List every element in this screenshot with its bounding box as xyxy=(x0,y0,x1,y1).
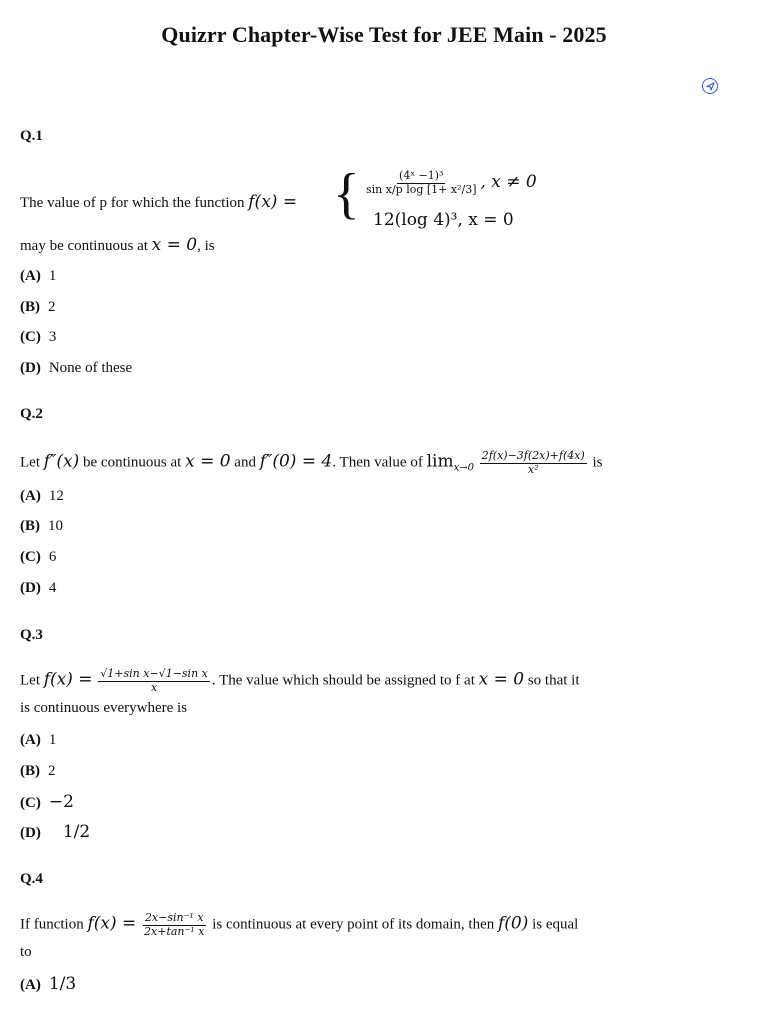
q1-case-1 xyxy=(362,170,537,196)
q4-t3: is equal xyxy=(528,916,579,933)
q3-denominator: x xyxy=(150,680,158,694)
q3-option-d[interactable] xyxy=(20,822,90,842)
q2-t2: be continuous at xyxy=(79,454,186,471)
question-1-label: Q.1 xyxy=(20,128,43,144)
option-key: (B) xyxy=(20,763,40,779)
q2-option-b[interactable] xyxy=(20,518,63,535)
option-key: (C) xyxy=(20,329,41,345)
q2-lim: lim xyxy=(426,451,454,472)
share-icon[interactable] xyxy=(702,78,718,94)
option-key: (A) xyxy=(20,268,41,284)
q2-numerator: 2f(x)−3f(2x)+f(4x) xyxy=(481,449,585,462)
q4-option-a[interactable] xyxy=(20,974,76,994)
q2-m2: x = 0 xyxy=(185,451,231,472)
q3-option-c[interactable] xyxy=(20,792,74,812)
question-2-label: Q.2 xyxy=(20,406,43,422)
share-arrow-icon xyxy=(706,82,715,91)
q2-option-a[interactable] xyxy=(20,488,64,505)
option-key: (C) xyxy=(20,795,41,811)
question-3-text xyxy=(20,668,580,694)
option-value: None of these xyxy=(48,360,133,376)
q2-m1: f″(x) xyxy=(43,451,80,472)
option-value: 1/3 xyxy=(48,974,77,994)
option-value: 1 xyxy=(48,268,57,284)
q1-brace: { xyxy=(333,163,360,225)
q2-lim-sub: x→0 xyxy=(453,462,474,474)
q2-denominator: x² xyxy=(527,462,539,476)
option-value: 1 xyxy=(48,732,57,748)
option-key: (C) xyxy=(20,549,41,565)
q3-t3: so that it xyxy=(524,672,580,689)
q3-t1: Let xyxy=(20,672,44,689)
q1-case1-condition: , x ≠ 0 xyxy=(480,171,537,192)
option-key: (B) xyxy=(20,518,40,534)
option-value: 6 xyxy=(48,549,57,565)
q4-t1: If function xyxy=(20,916,88,933)
option-value: −2 xyxy=(48,792,74,812)
q1-case-2: 12(log 4)³, x = 0 xyxy=(373,210,514,230)
q2-option-d[interactable] xyxy=(20,580,56,597)
question-3-label: Q.3 xyxy=(20,627,43,643)
q2-t4: . Then value of xyxy=(332,454,427,471)
q3-t2: . The value which should be assigned to f at xyxy=(211,672,479,689)
question-1-text-continued xyxy=(20,235,215,255)
q3-m2: x = 0 xyxy=(478,669,525,690)
option-value: 4 xyxy=(48,580,57,596)
q1-option-d[interactable] xyxy=(20,360,132,377)
option-value: 2 xyxy=(48,299,56,315)
q3-numerator: √1+sin x−√1−sin x xyxy=(100,667,208,680)
question-4-label: Q.4 xyxy=(20,871,43,887)
q1-option-c[interactable] xyxy=(20,329,56,346)
question-2-text xyxy=(20,450,603,476)
q1-case1-denominator: sin x/p log [1+ x²/3] xyxy=(366,182,477,196)
question-1-text xyxy=(20,192,297,212)
option-key: (D) xyxy=(20,825,41,841)
q2-t5: is xyxy=(588,454,603,471)
option-key: (D) xyxy=(20,360,41,376)
q1-text-after: may be continuous at xyxy=(20,238,148,254)
q3-option-b[interactable] xyxy=(20,763,56,780)
question-3-text-continued: is continuous everywhere is xyxy=(20,700,188,716)
q3-option-a[interactable] xyxy=(20,732,56,749)
option-key: (D) xyxy=(20,580,41,596)
page-title: Quizrr Chapter-Wise Test for JEE Main - 2025 xyxy=(161,22,607,47)
option-value: 12 xyxy=(48,488,64,504)
q1-option-b[interactable] xyxy=(20,299,56,316)
q2-t1: Let xyxy=(20,454,44,471)
q1-function: f(x) = xyxy=(248,192,298,212)
q4-denominator: 2x+tan⁻¹ x xyxy=(144,924,205,938)
option-key: (A) xyxy=(20,977,41,993)
q1-text-end: , is xyxy=(197,238,215,254)
q1-math-x0: x = 0 xyxy=(151,235,198,255)
option-value: 10 xyxy=(48,518,63,534)
q3-m1: f(x) = xyxy=(43,669,93,690)
q2-option-c[interactable] xyxy=(20,549,56,566)
q2-t3: and xyxy=(230,454,260,471)
q1-option-a[interactable] xyxy=(20,268,56,285)
q1-case1-numerator: (4ˣ −1)³ xyxy=(399,169,444,182)
option-value: 2 xyxy=(48,763,56,779)
question-4-text-continued: to xyxy=(20,944,32,960)
option-key: (A) xyxy=(20,732,41,748)
option-value: 3 xyxy=(48,329,57,345)
q1-text-before: The value of p for which the function xyxy=(20,195,249,211)
q4-m1: f(x) = xyxy=(87,913,137,934)
option-key: (B) xyxy=(20,299,40,315)
option-value: 1/2 xyxy=(62,822,91,842)
q4-m2: f(0) xyxy=(497,913,529,934)
q4-t2: is continuous at every point of its domain, then xyxy=(208,916,498,933)
question-4-text xyxy=(20,912,578,938)
option-key: (A) xyxy=(20,488,41,504)
q4-numerator: 2x−sin⁻¹ x xyxy=(144,911,204,924)
q2-m3: f″(0) = 4 xyxy=(259,451,333,472)
